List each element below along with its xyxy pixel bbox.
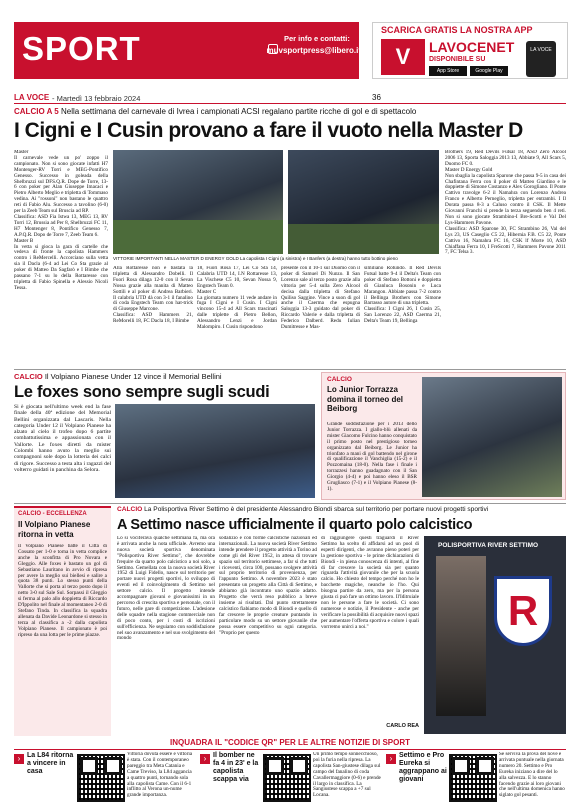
river-logo-panel bbox=[424, 536, 566, 734]
foxes-kicker: CALCIO bbox=[14, 372, 43, 381]
river-col-3: di raggiungere questi traguardi il River Settimo ha scelto di affidarsi ad un pool di esperti dirigenti, che avranno pieno poteri per la gestione sportiva - le prime dichiarazioni di Biondi - in piena conoscenza di intenti, al fine di far crescere la società sia per quanto riguarda l'attività giovanile che per la scuola calcio. Ho chiesto del tempo perché non ho le bacchette magiche, neanche io l'ho. Qui bisogna partire da zero, ma per la persona giusta ci può fare un ottimo lavoro. Il'Iditruiale non le persone a fare le società. Ci sono numerose e notizie, il Presidente - anche per verificare la possibilità di acquisire nuovi spazi per aumentare l'offerta sportiva e colore i quali vorrremo unirci a noi." bbox=[321, 536, 419, 630]
photo-junior-torrazza bbox=[422, 377, 562, 497]
section-title: SPORT bbox=[22, 30, 141, 67]
qr-code-icon[interactable] bbox=[77, 754, 125, 802]
arrow-icon: › bbox=[386, 754, 396, 764]
qr-item-title: Il bomber ne fa 4 in 23' e la capolista scappa via bbox=[213, 752, 259, 783]
qr-code-icon[interactable] bbox=[263, 754, 311, 802]
divider bbox=[14, 503, 566, 504]
main-kicker: CALCIO A 5 bbox=[14, 107, 59, 116]
app-store-badge[interactable]: App Store bbox=[429, 66, 467, 76]
phone-screen-label: LA VOCE bbox=[530, 47, 552, 53]
lavoce-logo-icon: V bbox=[381, 39, 425, 75]
river-kicker: CALCIO bbox=[117, 506, 143, 513]
photo-volpiano-team bbox=[115, 404, 315, 498]
foxes-subhead-line bbox=[14, 372, 314, 381]
contact-label: Per info e contatti: bbox=[284, 34, 350, 43]
qr-item-title: La L84 ritorna a vincere in casa bbox=[27, 752, 74, 775]
sidebar-kicker: CALCIO - ECCELLENZA bbox=[18, 511, 87, 517]
main-col-1: Master Il carnevale vede un po' zoppo il campionato. Non si sono giocate infatti H7 Montenger-RV Torri e MEG-Pontifico Genesso. Successo in goleada della Shelbruzzi sul DFS.Q.R. Dope de Torre, 13-6 con poker per Alan Giuseppe Imacaci e Pietro Alberto Meglio e tripletta di Tommaso vedina. Ai "rossoni" non bastano le quattro reti di Fabio Alu. Successo a tavolino (6-0) per la Zeeb Team sul Bruscia ad RP. Classifica: ASD Fia Istwa 13, MEG 13, RV Torri 12, Brussia ad Per 8, Shelbruzzi FC 11, H7 Montenger 8, Pontifico Genesso 7, A.P.Q.R. Dopo de Torre 7, Zeeb Team 6. Master B In vetta si gioca la gara di cartelle che vedeva di fronte la capolista Hammers contro i ReMercelli. Accorciano sulla vetta sia il Dacla (6-4 ad Lei Co Sta grazie al poker di Matteo Da Sagfarò e I Bimbe che passano 7-1 su lo della Rottaresse con tripletta di Fabio Spinella e Alessio Nicoli Tessa. bbox=[14, 150, 108, 291]
qr-item-body: Un primo tempo sonnecchioso, poi la furia nella ripresa. La capolista San-giustese dilaga sul campo del fanalino di coda Cavallermaggiore (0-6) e prende il largo in classifica. La Sangiustese scappa a +7 sul Locana. bbox=[313, 752, 381, 799]
issue-date: - Martedì 13 febbraio 2024 bbox=[52, 93, 141, 103]
qr-code-icon[interactable] bbox=[449, 754, 497, 802]
qr-item[interactable] bbox=[200, 752, 383, 804]
sport-banner bbox=[14, 22, 359, 79]
junior-box bbox=[321, 372, 566, 500]
qr-strip-header bbox=[14, 738, 566, 750]
qr-item-body: Vittoria dovuta essere e vittoria è stata. Con il contemporaneo pareggio tra Meta Catania e Came Treviso, la L84 aggancia a quattro punti, tornando sola alla capolista Came. Con il 6-1 inflitto al Verona un-nume grande importanza. bbox=[127, 752, 193, 799]
google-play-badge[interactable]: Google Play bbox=[470, 66, 508, 76]
junior-body: Grande soddisfazione per i 2013 dello Junior Torrazza. I giallo-blù allenati da mister Giacomo Fulcino hanno conquistato il primo posto nel prestigioso torneo organizzato dal Beiborg. Le Junior ha trionfato a mani di gol battendo nel girone di qualificazione il Vanchiglia (15-2) e il Pozzomaina (18-0). Nella fase i finale i torrazzesi hanno guadagnato con il San Giorgio (4-4) e poi hanno eleso il BSR Grugliasco (7-1) e il Volpiano Pianese (8-1). bbox=[327, 422, 417, 492]
river-col-2: sodalizio e con forme calcistiche nazionali ed internazionali. La nuova società River Settimo intende prendere il progetto attività a Torino ad come gli del River 1952, in attesa di trovare spazio sul territorio settimese, a far sì che tutti i riceventi, circa 100, possano svolgere attività sul proprio territorio di provenienza, per l'appunto Settimo. A novembre 2023 è stato presentato un progetto alla Città di Settimo, e abbiamo già incontrato uno spazio adatto. Progetto che verrà reso pubblico a breve insieme ai risultati. Dal punto strettamente calcistico fiabiamo modo di Biondi e quello di far crescere le proprie creature puntando in particolare modo su un settore giovanile che possa essere competitivo su ogni categoria. "Proprio per questo bbox=[219, 536, 317, 636]
sidebar-title: Il Volpiano Pianese ritorna in vetta bbox=[18, 520, 91, 539]
phone-icon bbox=[526, 41, 556, 77]
river-byline: CARLO REA bbox=[386, 723, 419, 729]
river-crest-icon: R bbox=[494, 576, 552, 646]
main-col-3: 18, Fuori Rosa 17, Lei Co Sta 14, Calabria UTD 14, I.N Rottaresse 13, La Vischese C5 10, Sevan Nossa 9, Engstech Team 0. Master C La giornata numero 11 vede andare in fuga I Cigni e I Cusin. I Cigni vincono 15-4 ad All Scars trascinati dalle triplette di Pietro Bellon, Alessandro Lenzi e Jordan Malompiro. I Cusin rispondono bbox=[197, 266, 277, 331]
junior-kicker: CALCIO bbox=[327, 376, 352, 383]
photo-i-cigni bbox=[113, 150, 283, 254]
grass-strip bbox=[113, 220, 283, 254]
qr-strip bbox=[14, 752, 566, 804]
photo-caption: VITTORIE IMPORTANTI NELLA MASTER D ENERGY GOLD La capolista I Cigni (a sinistra) e I Banfers (a destra) hanno tutto bottino pieno bbox=[113, 256, 398, 261]
sidebar-body: Il Volpiano Pianese batte il Città di Cossato per 1-0 e torna in vetta complice anche la sconfitta di Pro Novara e Gleggio. Alle foxes è bastato un gol di Sebastiano Lauritano in avvio di ripresa per avere la meglio sui biellesi e salire a quota 38 punti. Lo stesso punti della Vallorte che si porta al terzo posto dopo il netto 3-0 sul Sale Sul. Sorpassi il Gleggio si ferma al palo allo doppietta di Riccardo D'Ippolito nel finale al momentaneo 2-0 di Stefano Tinda. In classifica la squadra allenata da Davide Leonardone si stesso in terza al classifica a -2 dalla capolista Volpiano Pianese. Il campionato è poi ripreso da una lotta per le prime piazze. bbox=[18, 544, 107, 638]
foxes-title: Le foxes sono sempre sugli scudi bbox=[14, 383, 270, 401]
qr-item[interactable] bbox=[386, 752, 566, 804]
grass-strip bbox=[288, 224, 439, 254]
river-logo-text: POLISPORTIVA RIVER SETTIMO bbox=[438, 542, 539, 549]
main-col-4: presente con il 10-1 sul Duomo con il poker di Samuel Di Nunzo. Il San Lorenzo sale al terzo posto grazie alla vittoria per 5-4 sulla Zero Alcool decisa dalla tripletta di Stefano Quiliso Saggine. Vince a suon di gol anche il Caerma che espugna Saloggia 13-3 guidato dal poker di Riccardo Valerie e dalla tripletta di Federico Dalberd. Redu Iulian Dumitresse e Mas- bbox=[281, 266, 360, 331]
river-subhead: La Polisportiva River Settimo è del presidente Alessandro Biondi sbarca sul territorio per portare nuovi progetti sportivi bbox=[144, 506, 489, 513]
river-subhead-line bbox=[117, 506, 566, 513]
photo-president bbox=[436, 556, 486, 716]
app-available: DISPONIBILE SU bbox=[429, 56, 486, 63]
page-number: 36 bbox=[372, 93, 381, 102]
main-col-2: Alla Rottaresse non è bastata la tripletta di Alessandro Dobelli. Il Fuori Rosa dilaga 12-0 con il Sevan Nossa grazie alla manita di Matteo Sottili e al poker di Andrea Barbieri. Il calabria UTD dà con 3-1 il fanalino di coda Engstech Team con hat-trick di Giuseppe Marcone. Classifica: ASD Hammers 21, ReMorelli 18, FC Dacla 18, I Bimbe bbox=[113, 266, 193, 325]
app-name: LAVOCENET bbox=[429, 39, 515, 55]
main-subhead: Nella settimana del carnevale di Ivrea i campionati ACSI regalano partite ricche di gol e di spettacolo bbox=[60, 107, 417, 116]
river-title: A Settimo nasce ufficialmente il quarto polo calcistico bbox=[117, 517, 473, 533]
main-col-5: similiano Rotundo. Il Red Devils Futsal batte 9-4 il Delta's Team con poker di Stefano Bottoni e doppietta di Gianluca Bosonin e Luca Marangon. Abbiate passa 7-2 contro il Bellinga Brothers con Simone Barrasso autore di una tripletta. Classifica: I Cigni 26, I Cusin 25, San Lorenzo 22, ASD Caerma 21, Delta's Team 19, Bellinga bbox=[364, 266, 441, 325]
arrow-icon: › bbox=[200, 754, 210, 764]
qr-item[interactable] bbox=[14, 752, 197, 804]
junior-title: Lo Junior Torrazza domina il torneo del Beiborg bbox=[327, 385, 404, 413]
photo-i-banfers bbox=[288, 150, 439, 254]
contact-email[interactable]: muvsportpress@libero.it bbox=[266, 46, 361, 55]
app-promo[interactable] bbox=[372, 22, 568, 79]
qr-strip-heading: INQUADRA IL "CODICE QR" PER LE ALTRE NOTIZIE DI SPORT bbox=[169, 738, 411, 747]
dateline bbox=[14, 93, 566, 104]
qr-item-body: Se serviva la prova del nove è arrivata puntuale nella giornata numero 20. Settimo e Pro Eureka iniziano a dire del lo alla salvezza. E lo stanno facendo grazie ai loro giovani che nell'ultima domenica hanno siglato gol pesanti. bbox=[499, 752, 565, 799]
arrow-icon: › bbox=[14, 754, 24, 764]
river-col-1: Lo si vociferava qualche settimana fa, ma ora è arrivata anche la nota ufficiale. Avremo una nuova società sportiva denominata "Polisportiva River Settimo", che dovrebbe frequire da quarto polo calcistico a noi solo, a Settimo. Gemellata con la nuova società River 1952 di Luigi Fidello, nasce sul territorio per portare nuovi progetti sportivi, lo sviluppo di eventi ed il coinvolgimento di Settimo nel settore calcio. Il progetto intende accompagnare giovani e giovanissimi in un percorso di crescita sportiva e personale, con il futuro, nelle gare di competizione. L'adesione delle squadre nella stagione commerciale non di poco conto, per i costi di iscrizioni sull'efficienza. Ne seguiamo con soddisfazione nel suo avanzamento e nel suo svolgimento del mondo bbox=[117, 536, 215, 642]
divider bbox=[14, 369, 566, 370]
paper-name: LA VOCE bbox=[14, 93, 50, 102]
masthead bbox=[0, 0, 580, 94]
main-subhead-line bbox=[14, 107, 566, 116]
foxes-subhead: Il Volpiano Pianese Under 12 vince il Memorial Bellini bbox=[44, 372, 222, 381]
qr-item-title: Settimo e Pro Eureka si aggrappano ai giovani bbox=[399, 752, 447, 783]
foxes-body: Si è giocata nell'ultimo week end la fase finale della 40ª edizione del Memorial Bellini organizzata dal Lascaris. Nella categoria Under 12 il Volpiano Pianese ha alzato al cielo il trofeo dopo 6 partite combattutissima e appassionata con il Vallorte. Le foxes diretti da mister Colombi hanno avuto la meglio sui compagnoni sole dopo la lotteria dei calci di rigore. Successo a testa alta i ragazzi del volterro guidati in panchina da Selora. bbox=[14, 404, 111, 473]
sidebar-box bbox=[14, 506, 111, 736]
main-col-6: Brothers 19, Red Devils Futsal 18, ASD Zero Alcool 2006 13, Sporta Saloggia 2013 13, Abbiate 9, All Scars 5, Duomo FC 0. Master D Energy Gold Non sbaglia la capolista Sparone che passa 9-5 in casa dei Chafintana Ferra con il poker di Matteo Giardino e le doppiette di Simone Costanzo e Alex Gorogliano. Il Ponte Cattivo travolge 6-2 il Namahra con Lorenzo Andrea Franco e Alberto Perneglio, tripletta per entrambi. I Il Dorata passa 8-3 a Caluso contro il CSK. Il Mette Giovanni Franchi si prende la terza seguendo ben 4 reti. Non si sono giocate Strambino-I Bre-Scotti e Val Del Lys-Hammers Pavone. Classifica: ASD Sparone 30, FC Strambino 26, Val del Lys 23, US Caseglio C5 22, Hibernia F.B. C5 22, Ponte Cattivo 16, Namahra FC 16, CSK lf Morte 10, ASD Chiaffana Ferra 10, I FreScotti 7, Hammers Pavone 2011 7, FC Telsa 3. bbox=[445, 150, 566, 256]
app-banner-text: SCARICA GRATIS LA NOSTRA APP bbox=[381, 25, 533, 35]
main-title: I Cigni e I Cusin provano a fare il vuoto nella Master D bbox=[14, 119, 523, 142]
